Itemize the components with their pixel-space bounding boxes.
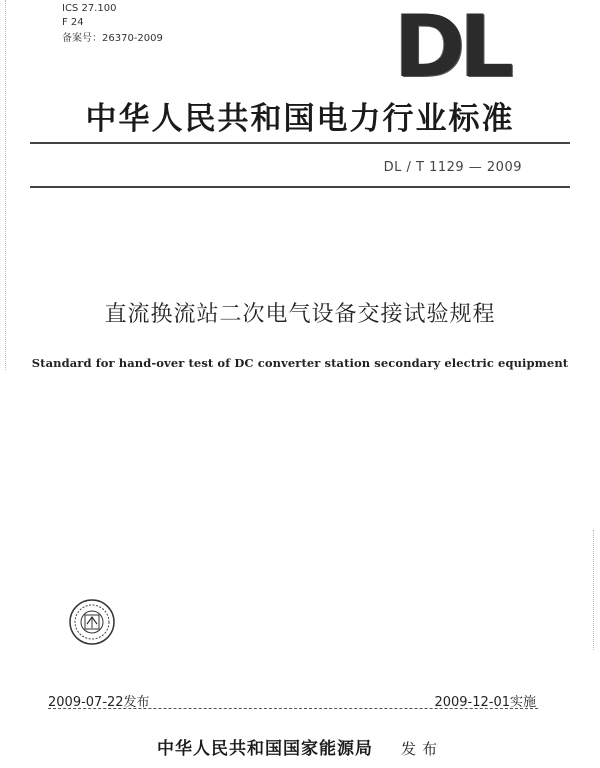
publisher-line bbox=[60, 734, 540, 759]
document-title-cn: 直流换流站二次电气设备交接试验规程 bbox=[104, 302, 496, 327]
ics-code: ICS 27.100 bbox=[62, 3, 117, 14]
standard-number: DL / T 1129 — 2009 bbox=[383, 160, 522, 175]
publisher-action: 发布 bbox=[400, 740, 443, 758]
record-number: 备案号：26370-2009 bbox=[62, 33, 163, 44]
implementation-date: 2009-12-01实施 bbox=[434, 695, 536, 710]
divider-bottom bbox=[30, 186, 570, 188]
document-title-en: Standard for hand-over test of DC converter station secondary electric equipment bbox=[31, 356, 569, 370]
issue-date: 2009-07-22发布 bbox=[48, 695, 150, 710]
classification-code: F 24 bbox=[62, 17, 84, 28]
standard-title: 中华人民共和国电力行业标准 bbox=[85, 101, 515, 137]
divider-top bbox=[30, 142, 570, 144]
publisher-name: 中华人民共和国国家能源局 bbox=[156, 739, 373, 759]
dl-logo: DL bbox=[394, 0, 509, 97]
seal-icon bbox=[68, 598, 116, 646]
date-divider bbox=[48, 708, 538, 709]
margin-dots-right bbox=[593, 530, 594, 650]
margin-dots-left bbox=[5, 0, 6, 370]
